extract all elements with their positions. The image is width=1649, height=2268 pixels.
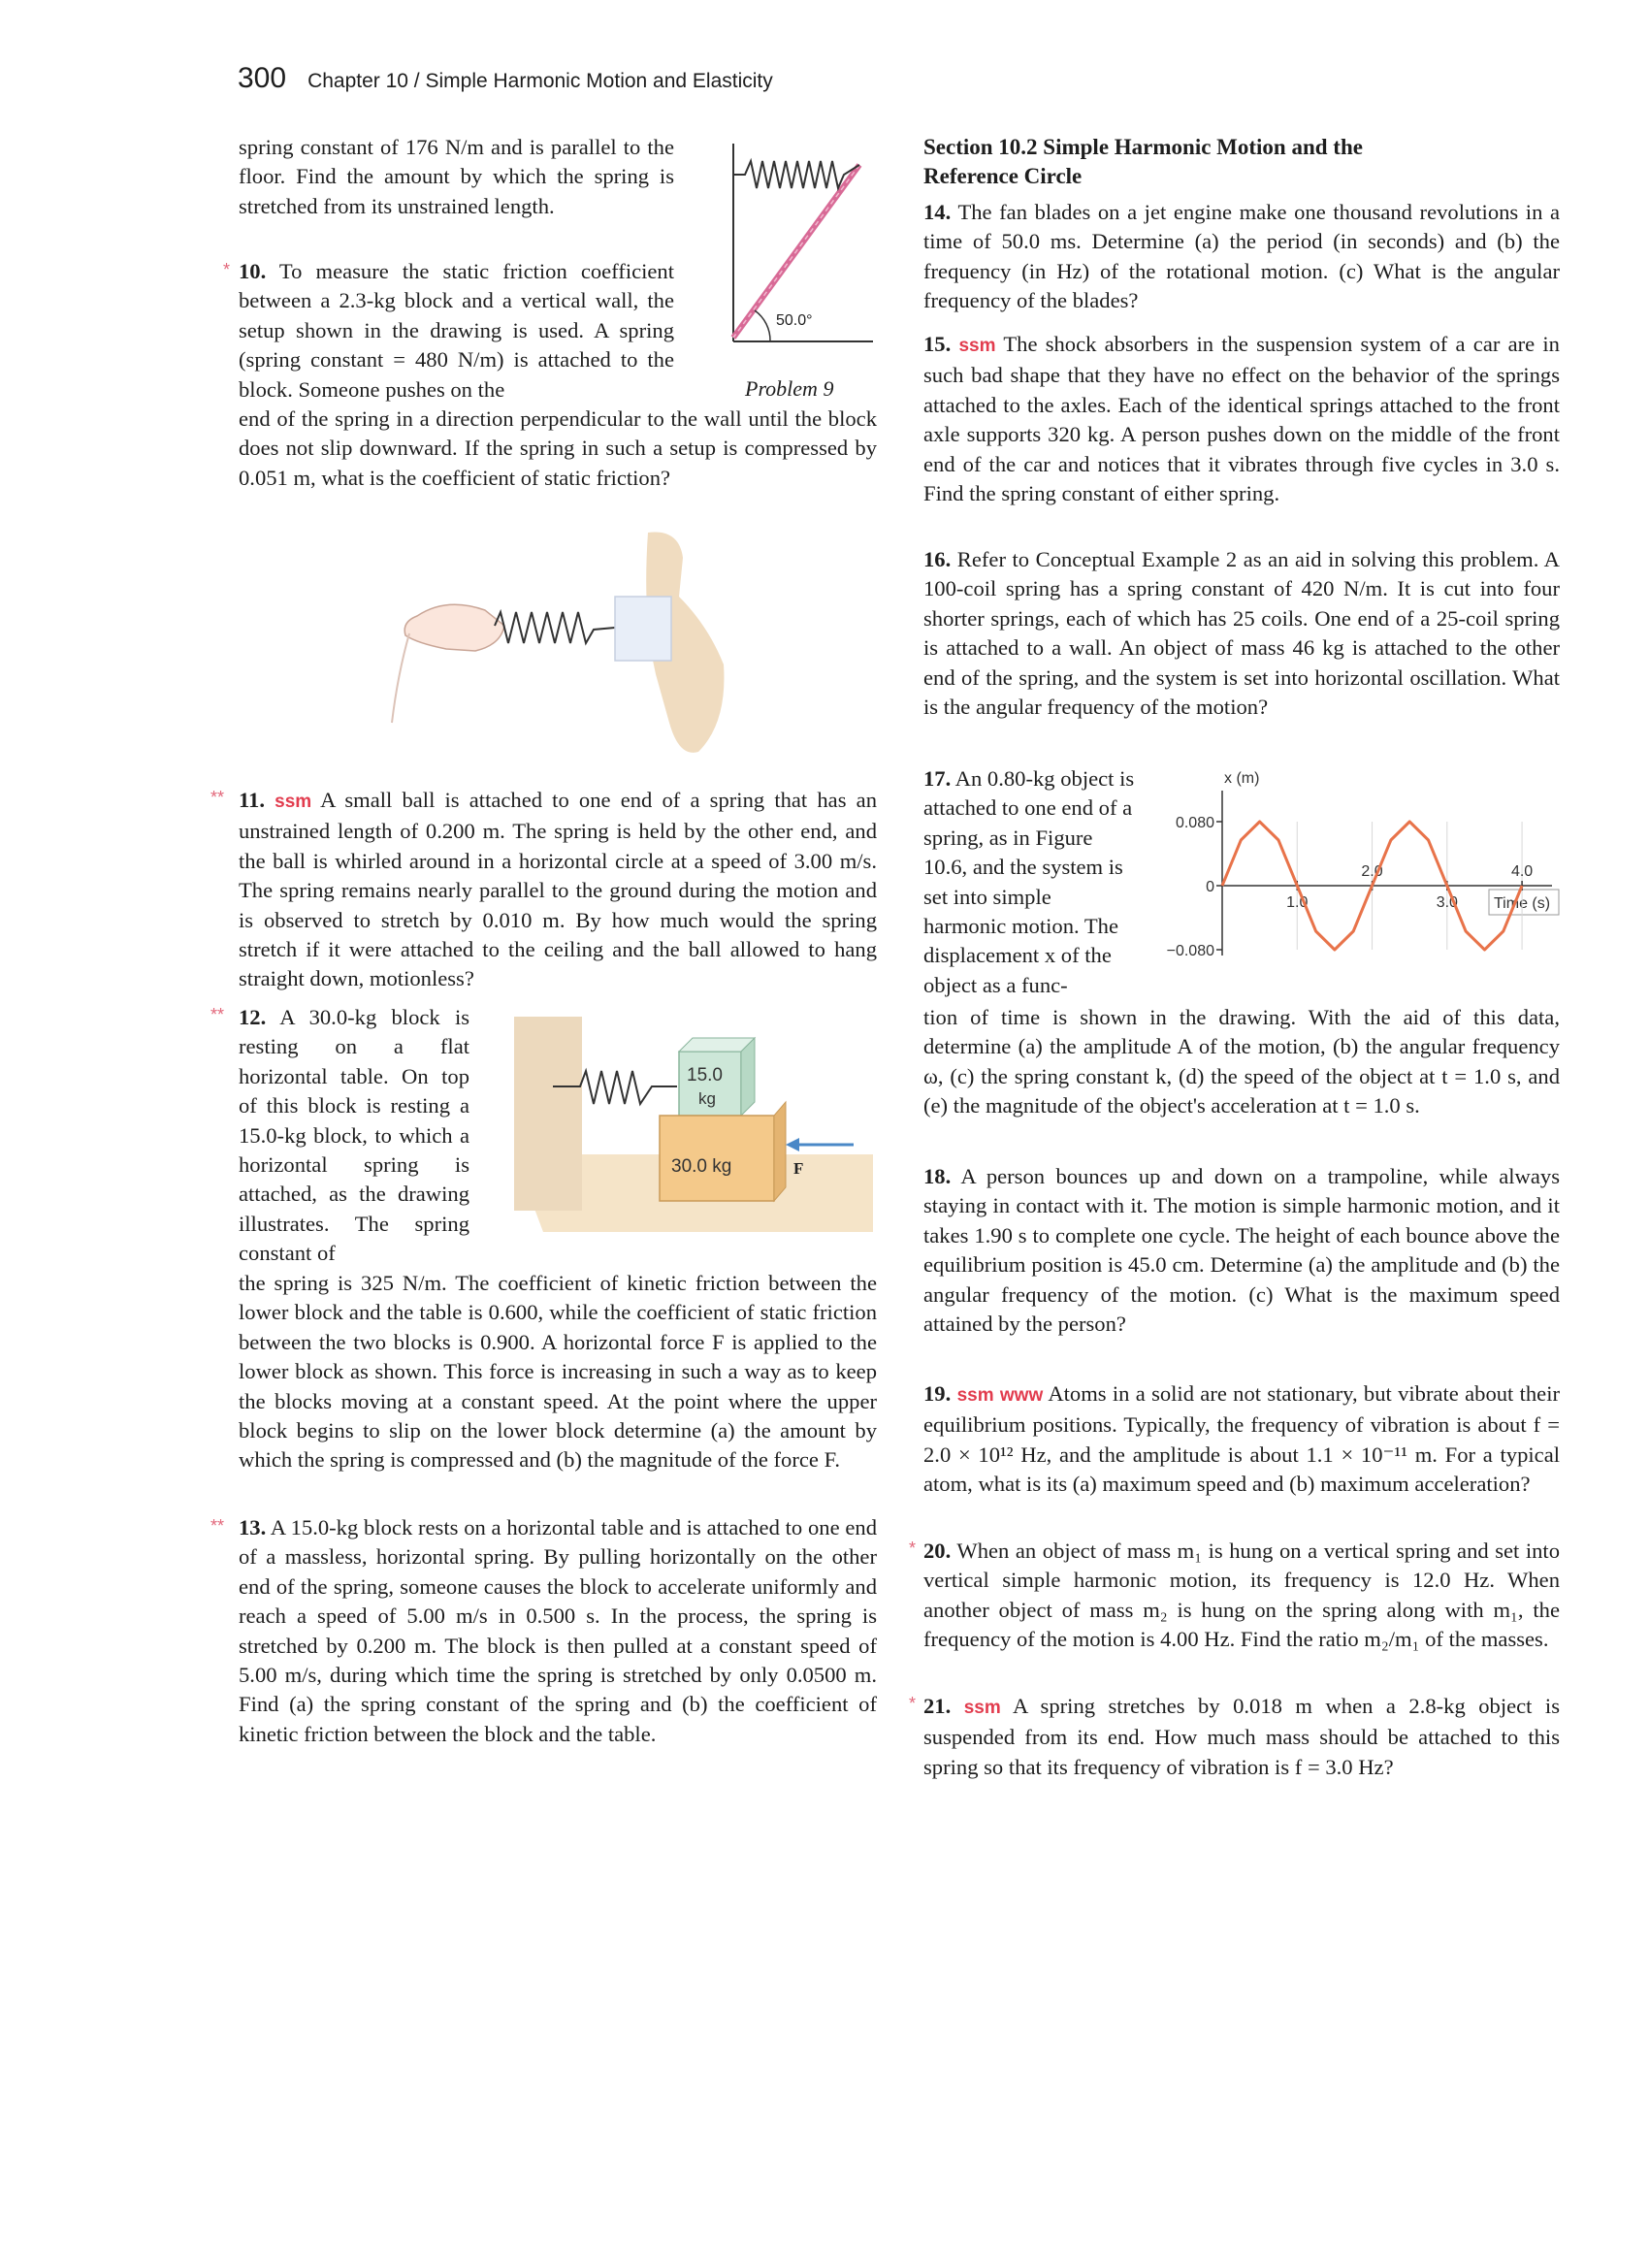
- force-label: F: [793, 1159, 804, 1178]
- problem-20-text: When an object of mass m₁ is hung on a vertical spring and set into vertical simple harmonic motion, its frequency is 12.0 Hz. When another object of mass m₂ is hung on the spring along with m₁, the frequency of the motion is 4.00 Hz. Find the ratio m₂/m₁ of the masses.: [923, 1539, 1561, 1652]
- problem-11: [239, 786, 877, 994]
- problem-11-ssm-tag: ssm: [275, 792, 312, 812]
- problem-10-number: 10.: [239, 259, 267, 283]
- problem-9-text: spring constant of 176 N/m and is parallel to the floor. Find the amount by which the spring is stretched from its unstrained length.: [239, 135, 674, 218]
- chart-x-tick-label: 3.0: [1436, 894, 1458, 911]
- problem-17-number: 17.: [923, 766, 952, 791]
- problem-17-text-b: tion of time is shown in the drawing. With the aid of this data, determine (a) the amplitude A of the motion, (b) the angular frequency ω, (c) the spring constant k, (d) the speed of the object at t = 1.0 s, and (e) the magnitude of the object's acceleration at t = 1.0 s.: [923, 1005, 1560, 1118]
- spring-coil: [733, 161, 859, 188]
- problem-20-number: 20.: [923, 1539, 952, 1563]
- problem-12-part-b: [239, 1269, 877, 1475]
- problem-20: [923, 1537, 1560, 1655]
- chart-y-tick-label: 0: [1206, 879, 1214, 895]
- hand-shape: [404, 604, 504, 651]
- page-header: [238, 62, 917, 101]
- problem-17-part-b: [923, 1003, 1560, 1121]
- problem-21-ssm-tag: ssm: [963, 1698, 1001, 1718]
- chart-x-tick-label: 2.0: [1361, 863, 1383, 880]
- problem-11-text: A small ball is attached to one end of a spring that has an unstrained length of 0.200 m. The spring is held by the other end, and the ball is whirled around in a horizontal circle at a speed of 3.00 m/s. The spring remains nearly parallel to the ground during the motion and is observed to stretch by 0.010 m. By how much would the spring stretch if it were attached to the ceiling and the ball allowed to hang straight down, motionless?: [239, 788, 877, 991]
- chart-y-tick-label: −0.080: [1166, 943, 1214, 959]
- problem-19-ssm-tag: ssm: [956, 1385, 994, 1406]
- problem-13-text: A 15.0-kg block rests on a horizontal table and is attached to one end of a massless, horizontal spring. By pulling horizontally on the other end of the spring, someone causes the block to accelerate uniformly and reach a speed of 5.00 m/s in 0.500 s. In the process, the spring is stretched by 0.200 m. The block is then pulled at a constant speed of 5.00 m/s, during which time the spring is stretched by only 0.0500 m. Find (a) the spring constant of the spring and (b) the coefficient of kinetic friction between the block and the table.: [239, 1515, 878, 1746]
- problem-21-number: 21.: [923, 1694, 952, 1718]
- problem-12-star: **: [210, 1005, 225, 1024]
- problem-12-figure: [495, 1009, 873, 1237]
- problem-12-text-b: the spring is 325 N/m. The coefficient of kinetic friction between the lower block and the table is 0.600, while the coefficient of static friction between the two blocks is 0.900. A horizontal force F is applied to the lower block as shown. This force is increasing in such a way as to keep the blocks moving at a constant speed. At the point where the upper block begins to slip on the lower block determine (a) the amount by which the spring is compressed and (b) the magnitude of the force F.: [239, 1271, 877, 1473]
- problem-17-part-a: [923, 764, 1139, 1000]
- problem-18: [923, 1162, 1560, 1339]
- problem-16-number: 16.: [923, 547, 952, 571]
- problem-19-number: 19.: [923, 1381, 952, 1406]
- problem-15-ssm-tag: ssm: [958, 336, 996, 356]
- problem-12-text-a: A 30.0-kg block is resting on a flat horizontal table. On top of this block is resting a 15.0-kg block, to which a horizontal spring is attached, as the drawing illustrates. The spring constant of: [239, 1005, 470, 1266]
- page-number: 300: [238, 62, 287, 94]
- problem-13: [239, 1513, 877, 1749]
- problem-11-star: **: [210, 788, 225, 807]
- chapter-title: Chapter 10 / Simple Harmonic Motion and Elasticity: [307, 70, 773, 92]
- problem-20-star: *: [909, 1539, 917, 1558]
- problem-11-number: 11.: [239, 788, 265, 812]
- wall-shape: [514, 1017, 582, 1211]
- problem-15-number: 15.: [923, 332, 952, 356]
- problem-10-part-a: [239, 257, 674, 405]
- block-shape: [615, 597, 671, 661]
- problem-14-number: 14.: [923, 200, 952, 224]
- problem-9-figure: [728, 136, 883, 349]
- problem-19-text: Atoms in a solid are not stationary, but vibrate about their equilibrium positions. Typically, the frequency of vibration is about f = 2.0 × 10¹² Hz, and the amplitude is about 1.1 × 10⁻¹¹ m. For a typical atom, what is its (a) maximum speed and (b) maximum acceleration?: [923, 1381, 1561, 1497]
- problem-10-figure: [388, 529, 757, 761]
- problem-12-part-a: [239, 1003, 469, 1269]
- problem-18-text: A person bounces up and down on a trampoline, while always staying in contact with it. The motion is simple harmonic motion, and it takes 1.90 s to complete one cycle. The height of each bounce above the equilibrium position is 45.0 cm. Determine (a) the amplitude and (b) the angular frequency of the motion. (c) What is the maximum speed attained by the person?: [923, 1164, 1560, 1337]
- problem-12-number: 12.: [239, 1005, 267, 1029]
- problem-19-www-tag: www: [999, 1385, 1044, 1406]
- upper-block-label-line1: 15.0: [687, 1065, 723, 1085]
- problem-13-number: 13.: [239, 1515, 267, 1539]
- angle-arc: [755, 310, 770, 341]
- displacement-chart: [1164, 761, 1562, 985]
- chart-y-axis-label: x (m): [1224, 770, 1260, 787]
- lower-block-label: 30.0 kg: [671, 1156, 732, 1177]
- section-heading: Section 10.2 Simple Harmonic Motion and the Reference Circle: [923, 135, 1363, 188]
- problem-21-star: *: [909, 1694, 917, 1713]
- spring-coil: [495, 612, 615, 643]
- problem-14-text: The fan blades on a jet engine make one thousand revolutions in a time of 50.0 ms. Determine (a) the period (in seconds) and (b) the frequency (in Hz) of the rotational motion. (c) What is the angular frequency of the blades?: [923, 200, 1560, 313]
- problem-15: [923, 330, 1560, 508]
- problem-16-text: Refer to Conceptual Example 2 as an aid in solving this problem. A 100-coil spring has a spring constant of 420 N/m. It is cut into four shorter springs, each of which has 25 coils. One end of a 25-coil spring is attached to a wall. An object of mass 46 kg is attached to the other end of the spring, and the system is set into horizontal oscillation. What is the angular frequency of the motion?: [923, 547, 1560, 720]
- chart-x-tick-label: 1.0: [1286, 894, 1309, 911]
- problem-10-text-b: end of the spring in a direction perpendicular to the wall until the block does not slip downward. If the spring in such a setup is compressed by 0.051 m, what is the coefficient of static friction?: [239, 406, 877, 490]
- chart-y-tick-label: 0.080: [1175, 815, 1214, 831]
- problem-9-continuation: [239, 133, 674, 221]
- force-arrow-head: [786, 1138, 799, 1151]
- angle-label: 50.0°: [776, 312, 813, 329]
- upper-block-label-line2: kg: [698, 1089, 716, 1108]
- problem-21-text: A spring stretches by 0.018 m when a 2.8-kg object is suspended from its end. How much mass should be attached to this spring so that its frequency of vibration is f = 3.0 Hz?: [923, 1694, 1560, 1779]
- problem-10-part-b: [239, 405, 877, 493]
- problem-9-caption: Problem 9: [745, 376, 834, 401]
- problem-19: [923, 1379, 1560, 1500]
- problem-15-text: The shock absorbers in the suspension system of a car are in such bad shape that they have no effect on the behavior of the springs attached to the axles. Each of the identical springs attached to the front axle supports 320 kg. A person pushes down on the middle of the front end of the car and notices that it vibrates through five cycles in 3.0 s. Find the spring constant of either spring.: [923, 332, 1560, 506]
- problem-17-text-a: An 0.80-kg object is attached to one end of a spring, as in Figure 10.6, and the system is set into simple harmonic motion. The displacement x of the object as a func-: [923, 766, 1135, 997]
- chart-x-axis-label: Time (s): [1494, 895, 1551, 912]
- problem-10-star: *: [223, 260, 231, 279]
- problem-13-star: **: [210, 1516, 225, 1536]
- chart-x-tick-label: 4.0: [1510, 863, 1534, 880]
- problem-14: [923, 198, 1560, 316]
- problem-18-number: 18.: [923, 1164, 952, 1188]
- problem-16: [923, 545, 1560, 722]
- problem-10-text-a: To measure the static friction coefficient between a 2.3-kg block and a vertical wall, the setup shown in the drawing is used. A spring (spring constant = 480 N/m) is attached to the block. Someone pushes on the: [239, 259, 675, 402]
- problem-21: [923, 1692, 1560, 1782]
